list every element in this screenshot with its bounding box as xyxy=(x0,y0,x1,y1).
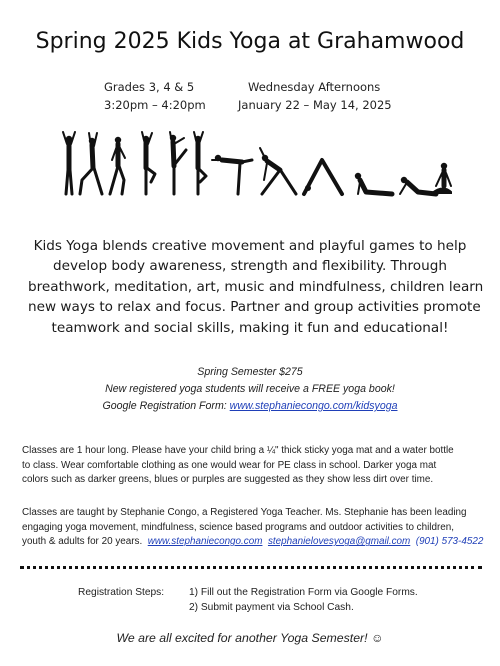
yoga-pose-icon xyxy=(142,132,155,194)
website-link[interactable]: www.stephaniecongo.com xyxy=(147,536,263,548)
registration-steps-list xyxy=(189,585,418,615)
classes-line: colors such as darker greens, blues or purples are suggested as they show less dirt over time. xyxy=(22,474,434,486)
form-line xyxy=(0,398,500,415)
intro-paragraph xyxy=(28,236,484,338)
schedule-left xyxy=(104,78,224,114)
teacher-paragraph xyxy=(22,506,482,550)
schedule-right xyxy=(238,78,398,114)
form-label: Google Registration Form: xyxy=(102,400,227,412)
registration-form-link[interactable]: www.stephaniecongo.com/kidsyoga xyxy=(229,400,398,412)
intro-line: new ways to relax and focus. Partner and group activities promote xyxy=(28,299,481,316)
registration-steps-label: Registration Steps: xyxy=(78,587,165,598)
dotted-divider xyxy=(20,566,482,569)
yoga-pose-icon xyxy=(400,177,436,194)
price-text: Spring Semester $275 xyxy=(197,366,303,378)
intro-line: breathwork, meditation, art, music and mindfulness, children learn xyxy=(28,278,484,295)
intro-line: teamwork and social skills, making it fun and educational! xyxy=(51,319,449,336)
book-text: New registered yoga students will receive a FREE yoga book! xyxy=(105,383,395,395)
yoga-pose-icon xyxy=(432,163,452,193)
yoga-pose-icon xyxy=(63,132,75,194)
phone-text: (901) 573-4522 xyxy=(415,536,484,548)
grades-text: Grades 3, 4 & 5 xyxy=(104,80,195,94)
yoga-pose-icon xyxy=(212,155,252,194)
teacher-line: engaging yoga movement, mindfulness, science based programs and outdoor activities to children, xyxy=(22,521,455,533)
days-text: Wednesday Afternoons xyxy=(248,80,381,94)
classes-line: Classes are 1 hour long. Please have your child bring a ¼" thick sticky yoga mat and a water bottle xyxy=(22,445,454,456)
time-text: 3:20pm – 4:20pm xyxy=(104,98,206,112)
intro-line: develop body awareness, strength and flexibility. Through xyxy=(52,258,447,275)
yoga-pose-icon xyxy=(80,133,102,194)
teacher-contact-line xyxy=(22,535,482,550)
yoga-pose-icon xyxy=(170,132,186,194)
closing-message: We are all excited for another Yoga Semester! ☺ xyxy=(116,631,384,645)
teacher-line: Classes are taught by Stephanie Congo, a Registered Yoga Teacher. Ms. Stephanie has been leading xyxy=(22,507,467,518)
page-title: Spring 2025 Kids Yoga at Grahamwood xyxy=(35,29,465,54)
yoga-poses-silhouettes-icon xyxy=(52,130,452,210)
yoga-pose-icon xyxy=(260,148,296,194)
yoga-pose-icon xyxy=(355,173,392,194)
yoga-pose-icon xyxy=(194,132,206,194)
registration-step: 2) Submit payment via School Cash. xyxy=(189,602,354,613)
classes-line: to class. Wear comfortable clothing as one would wear for PE class in school. Darker yoga mat xyxy=(22,459,437,471)
dates-text: January 22 – May 14, 2025 xyxy=(238,98,392,112)
teacher-last-text: youth & adults for 20 years. xyxy=(22,536,143,548)
registration-info xyxy=(0,364,500,415)
yoga-pose-icon xyxy=(304,160,342,194)
email-link[interactable]: stephanielovesyoga@gmail.com xyxy=(267,536,411,548)
yoga-pose-icon xyxy=(110,137,125,194)
intro-line: Kids Yoga blends creative movement and playful games to help xyxy=(33,238,467,254)
classes-paragraph xyxy=(22,444,482,488)
registration-step: 1) Fill out the Registration Form via Google Forms. xyxy=(189,587,418,598)
